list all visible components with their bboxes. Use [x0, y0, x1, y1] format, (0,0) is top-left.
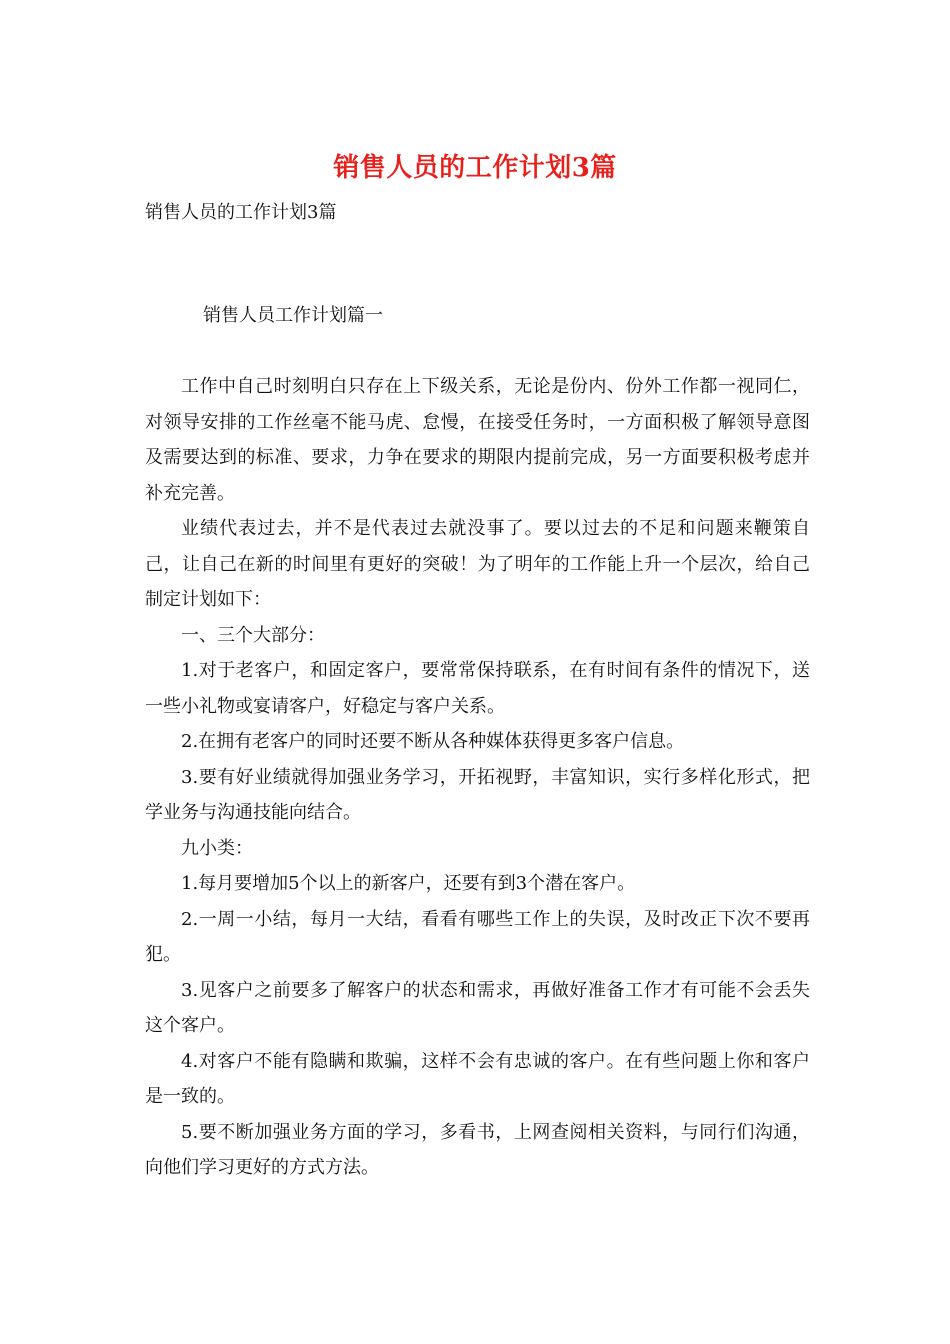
paragraph: 3.要有好业绩就得加强业务学习，开拓视野，丰富知识，实行多样化形式，把学业务与沟通技能向结合。 — [145, 766, 810, 823]
paragraph: 九小类： — [181, 837, 253, 859]
document-title: 销售人员的工作计划3篇 — [333, 153, 617, 183]
paragraph: 1.对于老客户，和固定客户，要常常保持联系，在有时间有条件的情况下，送一些小礼物或宴请客户，好稳定与客户关系。 — [145, 660, 810, 717]
paragraph: 4.对客户不能有隐瞒和欺骗，这样不会有忠诚的客户。在有些问题上你和客户是一致的。 — [145, 1050, 810, 1107]
section-heading: 销售人员工作计划篇一 — [203, 305, 383, 326]
paragraph: 2.在拥有老客户的同时还要不断从各种媒体获得更多客户信息。 — [181, 731, 685, 752]
paragraph: 5.要不断加强业务方面的学习，多看书，上网查阅相关资料，与同行们沟通，向他们学习更好的方式方法。 — [145, 1121, 810, 1178]
paragraph: 2.一周一小结，每月一大结，看看有哪些工作上的失误，及时改正下次不要再犯。 — [145, 908, 810, 965]
body-text — [145, 369, 810, 1186]
paragraph: 3.见客户之前要多了解客户的状态和需求，再做好准备工作才有可能不会丢失这个客户。 — [145, 979, 810, 1036]
paragraph: 工作中自己时刻明白只存在上下级关系，无论是份内、份外工作都一视同仁，对领导安排的工作丝毫不能马虎、怠慢，在接受任务时，一方面积极了解领导意图及需要达到的标准、要求，力争在要求的期限内提前完成，另一方面要积极考虑并补充完善。 — [145, 376, 810, 504]
paragraph: 1.每月要增加5个以上的新客户，还要有到3个潜在客户。 — [181, 873, 636, 894]
paragraph: 业绩代表过去，并不是代表过去就没事了。要以过去的不足和问题来鞭策自己，让自己在新的时间里有更好的突破！为了明年的工作能上升一个层次，给自己制定计划如下： — [145, 518, 810, 610]
document-subtitle: 销售人员的工作计划3篇 — [145, 202, 337, 223]
paragraph: 一、三个大部分： — [181, 624, 325, 646]
